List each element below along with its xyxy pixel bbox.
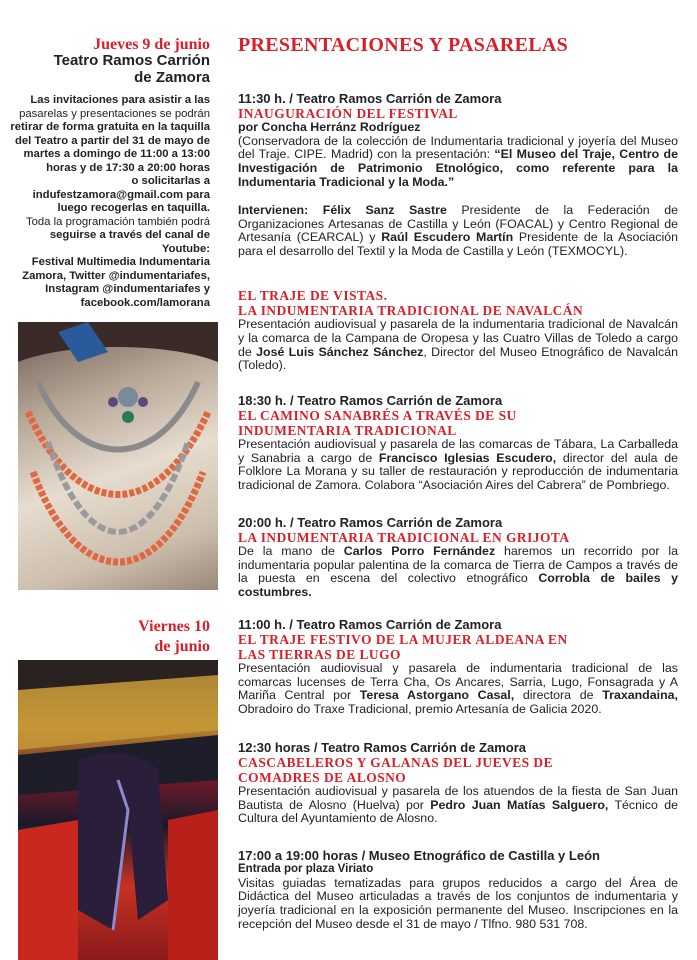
event-entrance: Entrada por plaza Viriato [238, 862, 374, 875]
info-line: seguirse a través del canal de Youtube: [49, 229, 210, 255]
event-inauguracion [238, 92, 678, 259]
page-title: PRESENTACIONES Y PASARELAS [238, 34, 569, 56]
info-line: facebook.com/lamorana [80, 296, 210, 309]
day1-heading: Jueves 9 de junio [93, 36, 210, 53]
day1-venue [0, 52, 210, 86]
event-time: 11:30 h. / Teatro Ramos Carrión de Zamora [238, 91, 502, 106]
necklace-illustration [18, 322, 218, 590]
event-title: LA INDUMENTARIA TRADICIONAL EN GRIJOTA [238, 529, 570, 545]
event-title: COMADRES DE ALOSNO [238, 769, 407, 785]
venue-line-2: de Zamora [134, 69, 210, 86]
venue-line-1: Teatro Ramos Carrión [53, 52, 210, 69]
event-time: 18:30 h. / Teatro Ramos Carrión de Zamora [238, 393, 503, 408]
event-description: De la mano de Carlos Porro Fernández haremos un recorrido por la indumentaria popular palentina de la comarca de Tierra de Campos a través de la puesta en escena del colectivo etnográfico Corrobla de bailes y costumbres. [238, 543, 678, 600]
info-line: pasarelas y presentaciones se podrán [19, 107, 210, 120]
event-time: 20:00 h. / Teatro Ramos Carrión de Zamora [238, 515, 503, 530]
info-line: Las invitaciones para asistir a las [30, 94, 210, 106]
event-title: LAS TIERRAS DE LUGO [238, 646, 401, 662]
event-title: EL CAMINO SANABRÉS A TRAVÉS DE SU [238, 407, 517, 423]
event-description: Presentación audiovisual y pasarela de las comarcas de Tábara, La Carballeda y Sanabria a cargo de Francisco Iglesias Escudero, director del aula de Folklore La Morana y su taller de restauración y reproducción de indumentaria tradicional de Zamora. Colabora “Asociación Aires del Cabrera” de Pombriego. [238, 436, 678, 493]
event-lugo [238, 618, 678, 717]
event-description: Presentación audiovisual y pasarela de indumentaria tradicional de las comarcas lucenses de Terra Cha, Os Ancares, Sarria, Lugo, Fonsagrada y A Mariña Central por Teresa Astorgano Casal, directora de Traxandaina, Obradoiro do Traxe Tradicional, premio Artesanía de Galicia 2020. [238, 660, 678, 717]
event-title: INAUGURACIÓN DEL FESTIVAL [238, 105, 458, 121]
event-title: CASCABELEROS Y GALANAS DEL JUEVES DE [238, 754, 554, 770]
event-description: Visitas guiadas tematizadas para grupos reducidos a cargo del Área de Didáctica del Museo articuladas a través de los conjuntos de indumentaria y joyería tradicional en la exposición permanente del Museo. Inscripciones en la recepción del Museo desde el 31 de mayo / Tlfno. 980 531 708. [238, 875, 678, 931]
event-navalcan [238, 288, 678, 373]
day2-heading [60, 617, 210, 657]
info-line: Zamora, Twitter @indumentariafes, [22, 269, 210, 282]
day2-line-1: Viernes 10 [138, 618, 210, 635]
info-line: Toda la programación también podrá [26, 215, 210, 228]
event-alosno [238, 741, 678, 826]
event-title: INDUMENTARIA TRADICIONAL [238, 422, 457, 438]
event-sanabres [238, 394, 678, 493]
info-line: martes a domingo de 11:00 a 13:00 [23, 148, 210, 160]
event-title: EL TRAJE DE VISTAS. [238, 288, 388, 303]
event-title: LA INDUMENTARIA TRADICIONAL DE NAVALCÁN [238, 303, 584, 318]
sidebar [0, 0, 220, 960]
event-time: 12:30 horas / Teatro Ramos Carrión de Zamora [238, 740, 527, 755]
event-speaker: por Concha Herránz Rodríguez [238, 119, 421, 134]
info-line: Instagram @indumentariafes y [45, 283, 210, 295]
info-line: Festival Multimedia Indumentaria [31, 256, 210, 268]
info-line: o solicitarlas a [131, 175, 210, 187]
event-participants: Intervienen: Félix Sanz Sastre Presidente de la Federación de Organizaciones Artesanas de Castilla y León (FOACAL) y Centro Regional de Artesanía (CEARCAL) y Raúl Escudero Martín Presidente de la Asociación para el desarrollo del Textil y la Moda de Castilla y León (TEXMOCYL). [238, 202, 679, 259]
costume-illustration [18, 660, 218, 960]
event-title: EL TRAJE FESTIVO DE LA MUJER ALDEANA EN [238, 631, 568, 647]
day2-line-2: de junio [154, 638, 210, 655]
event-description: Presentación audiovisual y pasarela de la indumentaria tradicional de Navalcán y la comarca de la Campana de Oropesa y las Cuatro Villas de Toledo a cargo de José Luis Sánchez Sánchez, Director del Museo Etnográfico de Navalcán (Toledo). [238, 317, 678, 373]
info-line: retirar de forma gratuita en la taquilla [10, 121, 210, 133]
event-description: (Conservadora de la colección de Indumentaria tradicional y joyería del Museo del Traje. CIPE. Madrid) con la presentación: “El Museo del Traje, Centro de Investigación de Patrimonio Etnológico, como referente para la Indumentaria Tradicional y la Moda.” [238, 133, 678, 189]
costume-photo [18, 660, 218, 960]
jewelry-photo [18, 322, 218, 590]
info-line: luego recogerlas en taquilla. [57, 202, 210, 214]
event-grijota [238, 516, 678, 600]
email-link[interactable]: indufestzamora@gmail.com para [32, 188, 210, 201]
event-museo [238, 849, 678, 932]
event-description: Presentación audiovisual y pasarela de los atuendos de la fiesta de San Juan Bautista de Alosno (Huelva) por Pedro Juan Matías Salguero, Técnico de Cultura del Ayuntamiento de Alosno. [238, 783, 678, 826]
info-line: del Teatro a partir del 31 de mayo de [14, 134, 210, 147]
ticket-info [5, 94, 210, 310]
event-time: 11:00 h. / Teatro Ramos Carrión de Zamora [238, 617, 502, 632]
event-time: 17:00 a 19:00 horas / Museo Etnográfico de Castilla y León [238, 848, 600, 863]
info-line: horas y de 17:30 a 20:00 horas [46, 161, 210, 174]
